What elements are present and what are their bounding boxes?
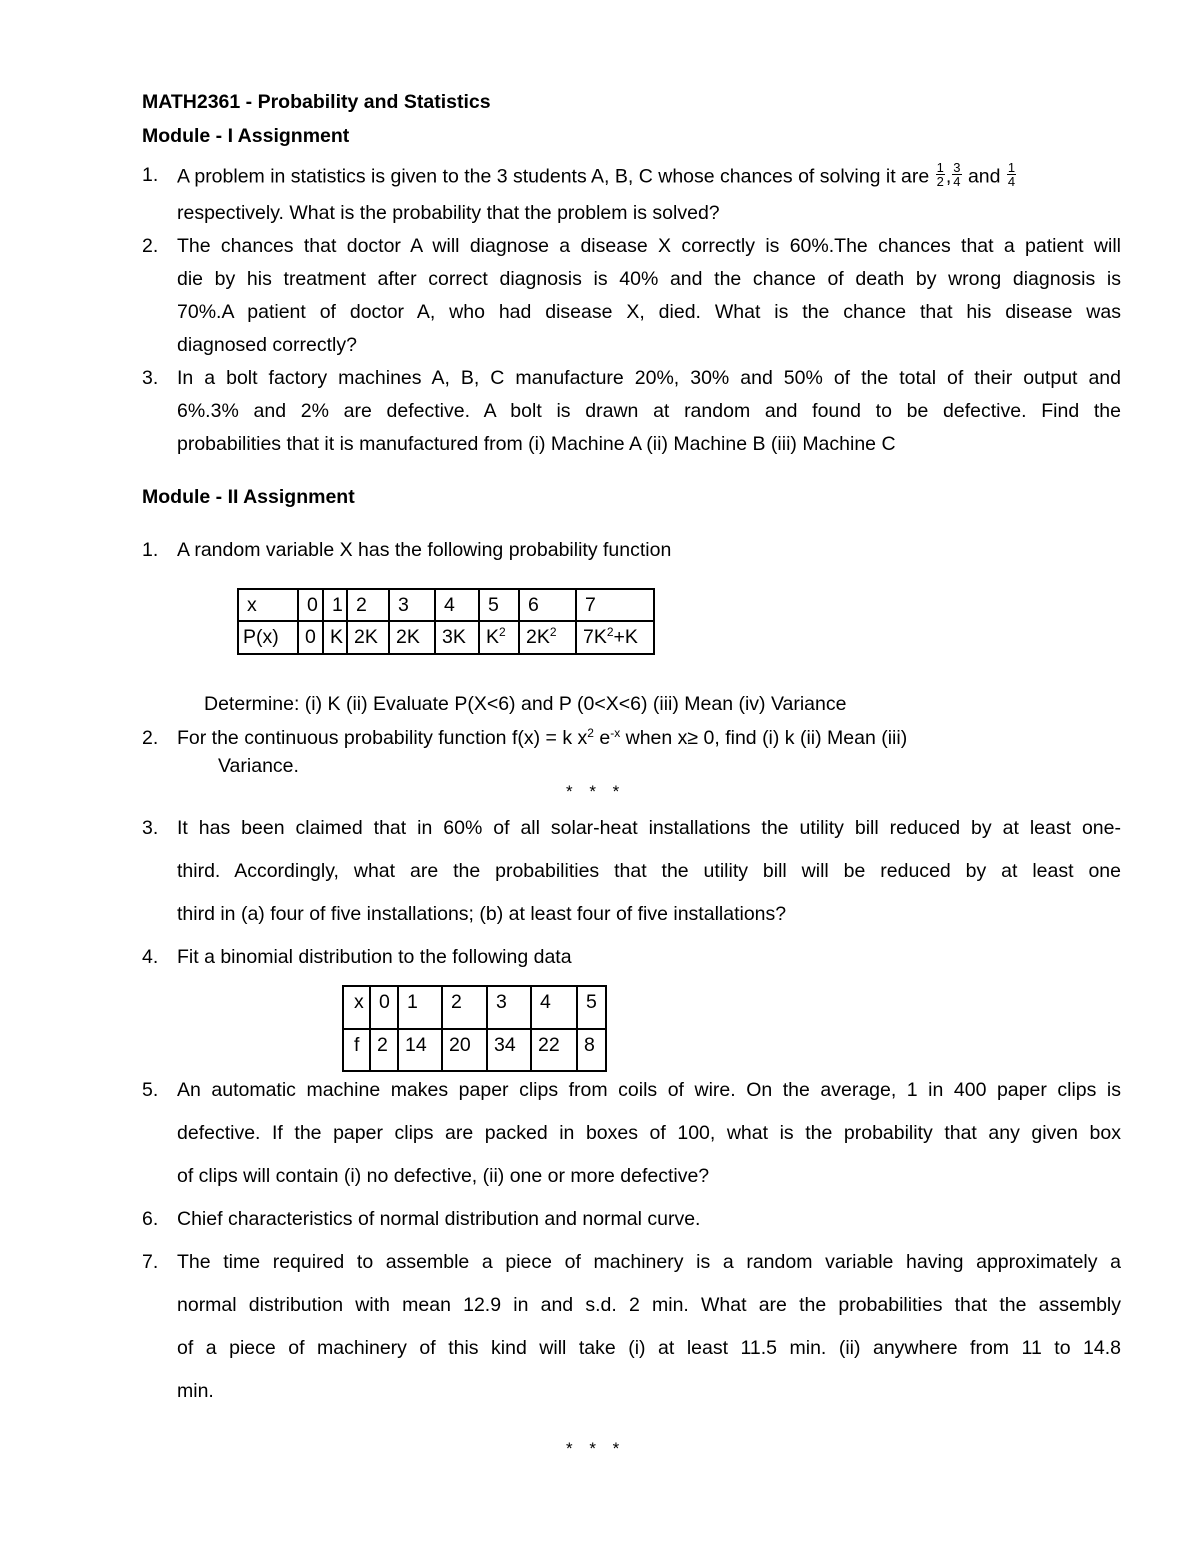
course-title: MATH2361 - Probability and Statistics [142,91,491,113]
table-cell: 34 [487,1029,531,1071]
table-cell: $K^2$ [479,621,519,654]
frequency-table [342,985,607,1072]
table-cell: 8 [577,1029,606,1071]
m2-q7-number: 7. [142,1251,159,1273]
table-cell: P(x) [238,621,298,654]
m2-q3-line3: third in (a) four of five installations; (b) at least four of five installations? [177,903,787,925]
table-cell: $7K^2+K$ [576,621,654,654]
m2-q1-determine: Determine: (i) K (ii) Evaluate P(X<6) and P (0<X<6) (iii) Mean (iv) Variance [204,693,847,715]
table-cell: $2K^2$ [519,621,576,654]
m2-q6-text: Chief characteristics of normal distribution and normal curve. [177,1208,701,1230]
table-row [343,1029,606,1071]
m2-q1-number: 1. [142,539,159,561]
module2-heading: Module - II Assignment [142,486,355,508]
table-cell: 7 [576,589,654,621]
table-cell: 2K [347,621,389,654]
module1-heading: Module - I Assignment [142,125,350,147]
m2-q5-line3: of clips will contain (i) no defective, (ii) one or more defective? [177,1165,710,1187]
table-cell: 22 [531,1029,577,1071]
m2-q2-line1: For the continuous probability function f(x) = k $x^2$ $e^{-x}$ when x≥ 0, find (i) k (ii) Mean (iii) [177,726,908,749]
table-cell: 14 [398,1029,442,1071]
table-row [238,621,654,654]
table-row [238,589,654,621]
m1-q2-line2: die by his treatment after correct diagnosis is 40% and the chance of death by wrong diagnosis is [177,268,1121,290]
m2-q6-number: 6. [142,1208,159,1230]
section-separator: * * * [566,782,626,801]
m2-q4-number: 4. [142,946,159,968]
table-cell: x [238,589,298,621]
m2-q5-number: 5. [142,1079,159,1101]
table-cell: 3 [389,589,435,621]
table-cell: 2 [370,1029,398,1071]
table-cell: 6 [519,589,576,621]
m2-q3-line2: third. Accordingly, what are the probabilities that the utility bill will be reduced by at least one [177,860,1121,882]
table-cell: 4 [435,589,479,621]
probability-table [237,588,655,655]
table-cell: 2 [442,986,487,1029]
table-cell: K [323,621,347,654]
table-cell: 0 [298,621,323,654]
table-cell: 20 [442,1029,487,1071]
table-cell: 3K [435,621,479,654]
m2-q7-line4: min. [177,1380,214,1402]
m1-q3-line3: probabilities that it is manufactured from (i) Machine A (ii) Machine B (iii) Machine C [177,433,896,455]
table-cell: x [343,986,370,1029]
table-cell: 5 [577,986,606,1029]
table-cell: 3 [487,986,531,1029]
table-cell: 4 [531,986,577,1029]
end-separator: * * * [566,1439,626,1458]
table-cell: 5 [479,589,519,621]
m2-q7-line2: normal distribution with mean 12.9 in and s.d. 2 min. What are the probabilities that the assembly [177,1294,1121,1316]
table-cell: 2 [347,589,389,621]
m1-q2-line1: The chances that doctor A will diagnose a disease X correctly is 60%.The chances that a patient will [177,235,1121,257]
m1-q1-line1: A problem in statistics is given to the 3 students A, B, C whose chances of solving it are $\frac{1}{2}$ , $\frac{3}{4}$ and $\frac{1}{4}$ [177,160,1016,189]
m2-q7-line3: of a piece of machinery of this kind will take (i) at least 11.5 min. (ii) anywhere from 11 to 14.8 [177,1337,1121,1359]
m1-q1-line2: respectively. What is the probability that the problem is solved? [177,202,720,224]
m1-q1-text: A problem in statistics is given to the 3 students A, B, C whose chances of solving it are [177,165,930,188]
m2-q5-line2: defective. If the paper clips are packed in boxes of 100, what is the probability that any given box [177,1122,1121,1144]
table-cell: 1 [398,986,442,1029]
m2-q3-line1: It has been claimed that in 60% of all solar-heat installations the utility bill reduced by at least one- [177,817,1121,839]
m2-q7-line1: The time required to assemble a piece of machinery is a random variable having approximately a [177,1251,1121,1273]
table-cell: 0 [298,589,323,621]
fraction-one-half: $\frac{1}{2}$ [936,160,944,189]
m2-q2-number: 2. [142,727,159,749]
m2-q3-number: 3. [142,817,159,839]
table-cell: 1 [323,589,347,621]
table-cell: 0 [370,986,398,1029]
m2-q4-text: Fit a binomial distribution to the following data [177,946,572,968]
m1-q3-number: 3. [142,367,159,389]
table-cell: 2K [389,621,435,654]
table-row [343,986,606,1029]
m1-q3-line2: 6%.3% and 2% are defective. A bolt is drawn at random and found to be defective. Find the [177,400,1121,422]
table-cell: f [343,1029,370,1071]
fraction-one-quarter: $\frac{1}{4}$ [1007,160,1016,189]
fraction-three-quarters: $\frac{3}{4}$ [953,160,961,189]
m1-q2-line4: diagnosed correctly? [177,334,357,356]
m1-q2-number: 2. [142,235,159,257]
m1-q2-line3: 70%.A patient of doctor A, who had disease X, died. What is the chance that his disease was [177,301,1121,323]
m2-q5-line1: An automatic machine makes paper clips from coils of wire. On the average, 1 in 400 paper clips is [177,1079,1121,1101]
m1-q1-number: 1. [142,164,159,186]
m2-q1-text: A random variable X has the following probability function [177,539,672,561]
m2-q2-line2: Variance. [218,755,299,777]
m1-q3-line1: In a bolt factory machines A, B, C manufacture 20%, 30% and 50% of the total of their output and [177,367,1121,389]
